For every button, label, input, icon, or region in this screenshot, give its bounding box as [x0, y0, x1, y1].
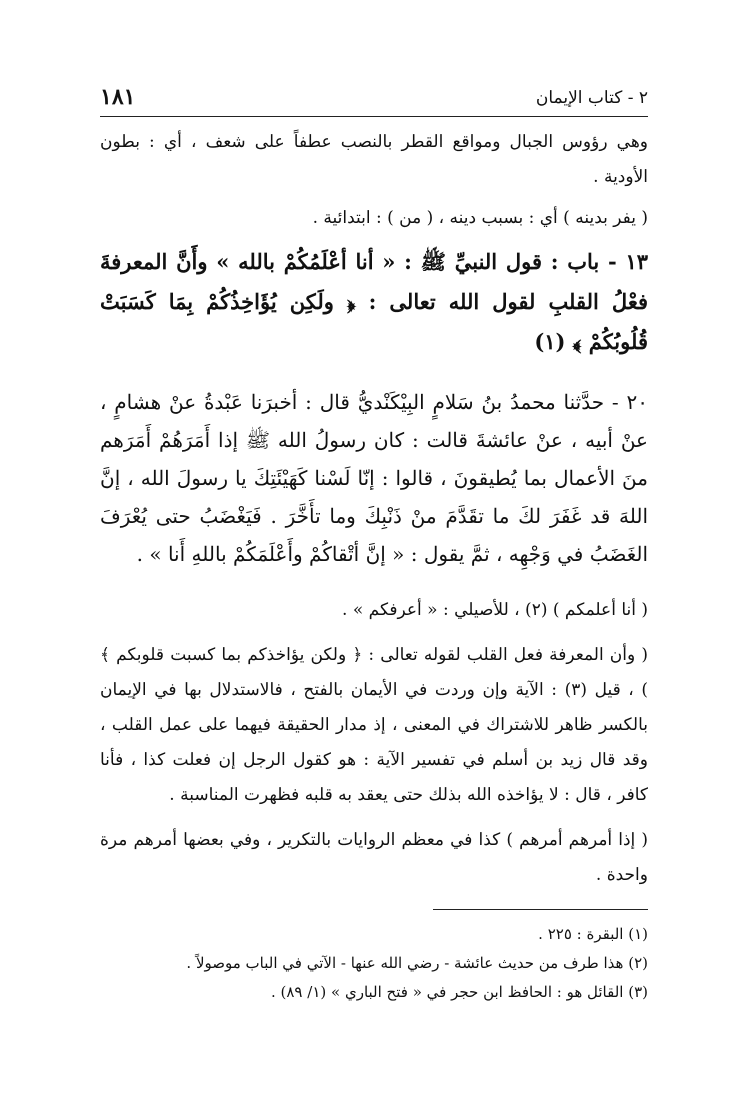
footnote-1: (١) البقرة : ٢٢٥ .	[538, 925, 648, 943]
footnote-3: (٣) القائل هو : الحافظ ابن حجر في « فتح الباري » (١/ ٨٩) .	[270, 983, 648, 1001]
hadith-text: ٢٠ - حدَّثنا محمدُ بنُ سَلامٍ البِيْكَنْديُّ قال : أخبرَنا عَبْدةُ عنْ هشامٍ ، عنْ أبيه ، عنْ عائشةَ قالت : كان رسولُ الله ﷺ إذا أَمَرَهُمْ أَمَرَهم منَ الأعمال بما يُطيقونَ ، قالوا : إنّا لَسْنا كَهَيْئَتِكَ يا رسولَ الله ، إنَّ اللهَ قد غَفَرَ لكَ ما تقَدَّمَ منْ ذَنْبِكَ وما تأَخَّرَ . فَيَغْضَبُ حتى يُعْرَفَ الغَضَبُ في وَجْهِه ، ثمَّ يقول : « إنَّ أتْقاكُمْ وأَعْلَمَكُمْ باللهِ أَنا » .	[100, 390, 648, 566]
paragraph-commentary-1: وهي رؤوس الجبال ومواقع القطر بالنصب عطفاً على شعف ، أي : بطون الأودية .	[100, 132, 648, 187]
page-number: ١٨١	[100, 84, 136, 110]
paragraph-commentary-3: ( أنا أعلمكم ) (٢) ، للأصيلي : « أعرفكم » .	[342, 600, 648, 620]
footnotes	[100, 920, 648, 1007]
paragraph-commentary-5: ( إذا أمرهم أمرهم ) كذا في معظم الروايات بالتكرير ، وفي بعضها أمرهم مرة واحدة .	[100, 830, 648, 885]
chapter-title: ٢ - كتاب الإيمان	[535, 88, 648, 108]
page	[100, 80, 648, 1007]
footnote-separator	[433, 909, 648, 910]
footnote-2: (٢) هذا طرف من حديث عائشة - رضي الله عنها - الآتي في الباب موصولاً .	[186, 954, 648, 972]
page-header	[100, 80, 648, 117]
paragraph-commentary-2: ( يفر بدينه ) أي : بسبب دينه ، ( من ) : ابتدائية .	[312, 208, 648, 228]
paragraph-commentary-4: ( وأن المعرفة فعل القلب لقوله تعالى : ﴿ ولكن يؤاخذكم بما كسبت قلوبكم ﴾ ) ، قيل (٣) : الآية وإن وردت في الأيمان بالفتح ، فالاستدلال بها في الإيمان بالكسر ظاهر للاشتراك في المعنى ، إذ مدار الحقيقة فيهما على عمل القلب ، وقد قال زيد بن أسلم في تفسير الآية : هو كقول الرجل إن فعلت كذا ، فأنا كافر ، قال : لا يؤاخذه الله بذلك حتى يعقد به قلبه فظهرت المناسبة .	[100, 645, 648, 805]
chapter-heading: ١٣ - باب : قول النبيِّ ﷺ : « أنا أعْلَمُكُمْ بالله » وأَنَّ المعرفةَ فعْلُ القلبِ لقول الله تعالى : ﴿ ولَكِن يُؤَاخِذُكُمْ بِمَا كَسَبَتْ قُلُوبُكُمْ ﴾ (١)	[100, 249, 648, 354]
